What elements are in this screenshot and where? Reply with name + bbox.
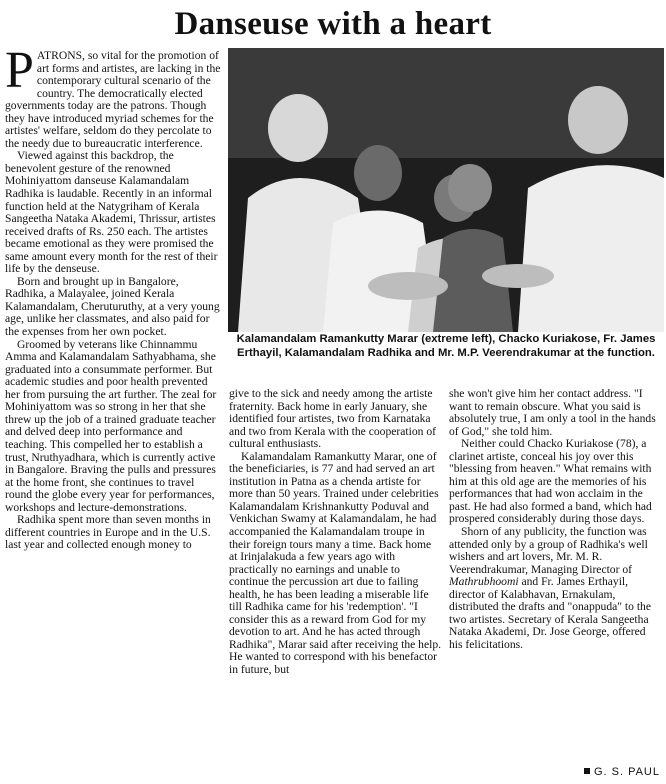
drop-cap: P bbox=[5, 42, 34, 99]
publication-name: Mathrubhoomi bbox=[449, 575, 519, 589]
paragraph-text: and Fr. James Erthayil, director of Kalabhavan, Ernakulam, distributed the drafts and "onappuda" to the two artistes. Secretary of Kerala Sangeetha Nataka Akademi, Dr. Jose George, offered his felicitations. bbox=[449, 575, 652, 651]
paragraph: give to the sick and needy among the artiste fraternity. Back home in early January, she identified four artistes, two from Karnataka and two from Kerala with the cooperation of cultural enthusiasts. bbox=[229, 387, 437, 451]
paragraph: Radhika spent more than seven months in different countries in Europe and in the U.S. last year and collected enough money to bbox=[5, 513, 211, 552]
headline: Danseuse with a heart bbox=[174, 6, 492, 42]
news-photo bbox=[228, 48, 664, 332]
photo-illustration bbox=[228, 48, 664, 332]
paragraph bbox=[5, 42, 223, 150]
square-bullet-icon bbox=[584, 768, 590, 774]
paragraph: Viewed against this backdrop, the benevolent gesture of the renowned Mohiniyattom danseuse Kalamandalam Radhika is laudable. Recently in an informal function held at the Natygriham of Kerala Sangeetha Nataka Akademi, Thrissur, artistes received drafts of Rs. 250 each. The artistes became emotional as they were promised the same amount every month for the rest of their life by the denseuse. bbox=[5, 149, 218, 276]
byline bbox=[584, 766, 660, 778]
photo-caption: Kalamandalam Ramankutty Marar (extreme left), Chacko Kuriakose, Fr. James Erthayil, Kalamandalam Radhika and Mr. M.P. Veerendrakumar at the function. bbox=[236, 333, 656, 359]
article-column-3 bbox=[449, 388, 661, 651]
paragraph bbox=[449, 526, 661, 651]
paragraph: Kalamandalam Ramankutty Marar, one of the beneficiaries, is 77 and had served an art institution in Patna as a chenda artiste for more than 50 years. Trained under celebrities Kalamandalam Krishnankutty Poduval and Venkichan Swamy at Kalamandalam, he had accompanied the Kalamandalam troupe in their foreign tours many a time. Back home at Irinjalakuda a few years ago with practically no earnings and unable to continue the percussion art due to failing health, he has been leading a miserable life till Radhika came for his 'redemption'. "I consider this as a reward from God for my devotion to art. And he has acted through Radhika", Marar said after receiving the help. He wanted to correspond with his benefactor in future, but bbox=[229, 449, 442, 677]
article-column-1 bbox=[5, 42, 223, 552]
paragraph: Groomed by veterans like Chinnammu Amma and Kalamandalam Sathyabhama, she graduated into a consummate performer. But academic studies and poor health prevented her from pursuing the art further. The zeal for Mohiniyattom was so strong in her that she threw up the job of a trained graduate teacher and delved deep into performance and teaching. This compelled her to establish a trust, Nruthyadhara, which is currently active in Bangalore. Braving the pulls and pressures at the home front, she continues to travel round the globe every year for performances, workshops and lecture-demonstrations. bbox=[5, 337, 217, 514]
paragraph: Born and brought up in Bangalore, Radhika, a Malayalee, joined Kerala Kalamandalam, Cheruturuthy, at a very young age, unlike her classmates, and also paid for the expenses from her own pocket. bbox=[5, 274, 220, 339]
paragraph-text: Shorn of any publicity, the function was attended only by a group of Radhika's well wishers and art lovers, Mr. M. R. Veerendrakumar, Managing Director of bbox=[449, 525, 648, 576]
paragraph: Neither could Chacko Kuriakose (78), a clarinet artiste, conceal his joy over this "blessing from heaven." What remains with him at this old age are the memories of his performances that had won acclaim in the past. He had also formed a band, which had prospered considerably during those days. bbox=[449, 437, 652, 526]
lead-in: ATRONS, bbox=[36, 49, 85, 62]
article-column-2 bbox=[229, 388, 442, 677]
paragraph-text: so vital for the promotion of art forms and artistes, are lacking in the contemporary cultural scenario of the country. The democratically elected governments today are the patrons. Though they have introduced myriad schemes for the artistes' welfare, seldom do they percolate to the needy due to bureaucratic interference. bbox=[5, 49, 221, 150]
author-name: G. S. PAUL bbox=[593, 766, 660, 778]
paragraph: she won't give him her contact address. "I want to remain obscure. What you said is absolutely true, I am only a tool in the hands of God," she told him. bbox=[449, 387, 656, 438]
